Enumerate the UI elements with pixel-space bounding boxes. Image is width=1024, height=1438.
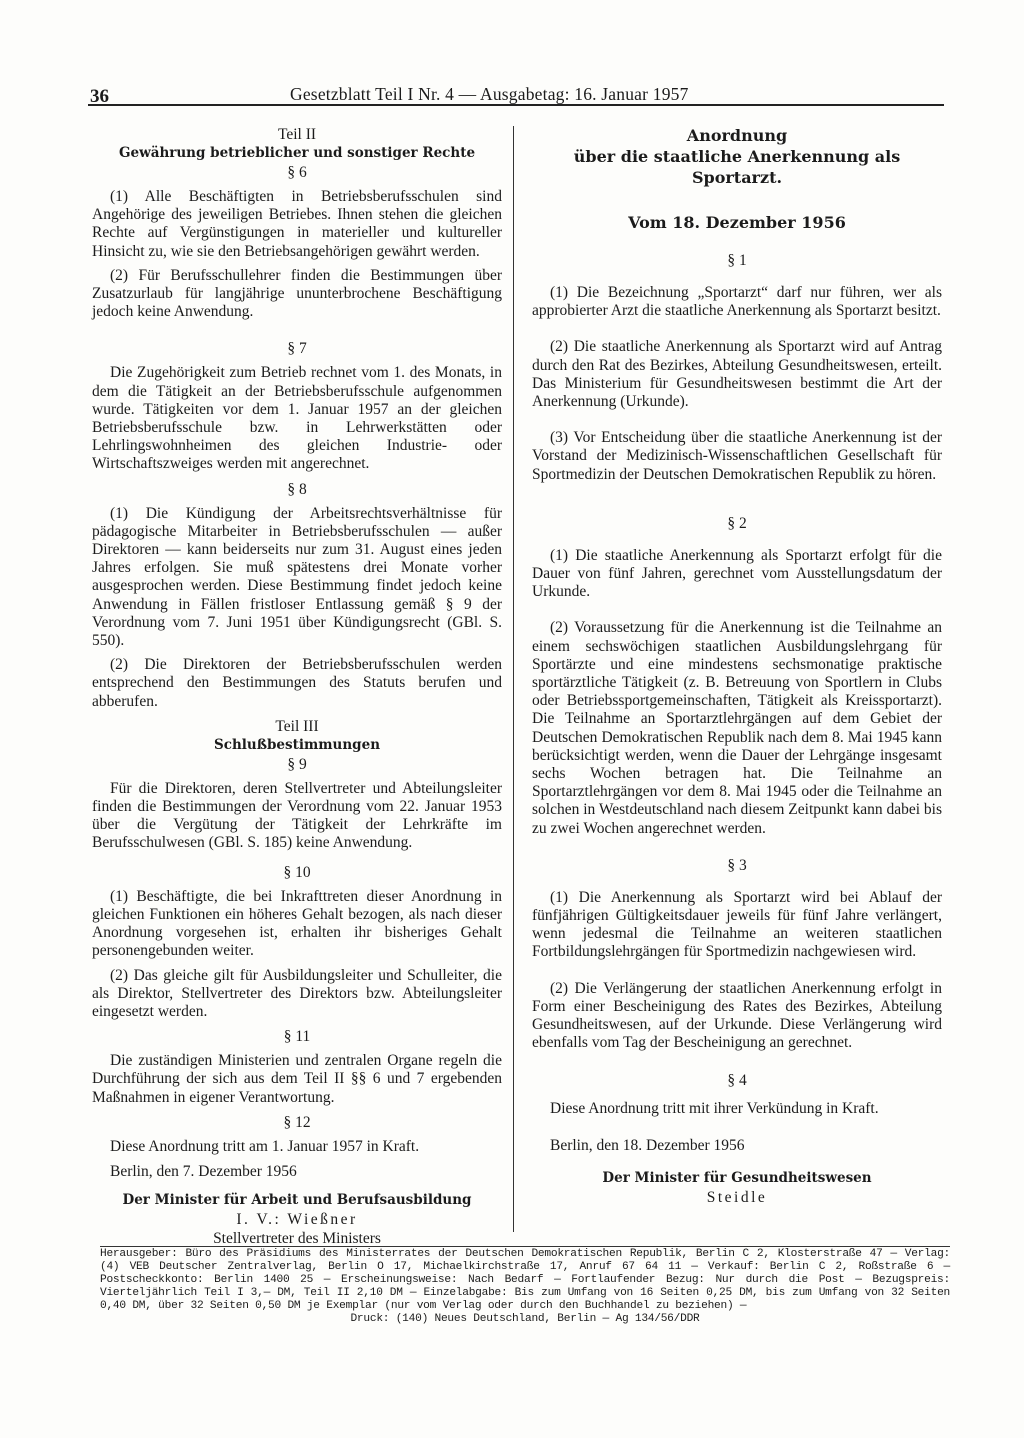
imprint-rule xyxy=(100,1246,950,1247)
column-divider xyxy=(513,126,514,1232)
paragraph: (2) Für Berufsschullehrer finden die Bestimmungen über Zusatzurlaub für langjährige ununterbrochene Beschäftigung jedoch keine Anwendung. xyxy=(92,266,502,321)
signer-organization: Der Minister für Arbeit und Berufsausbildung xyxy=(122,1191,472,1208)
part-title: Schlußbestimmungen xyxy=(213,736,381,753)
paragraph: (1) Alle Beschäftigten in Betriebsberufsschulen sind Angehörige des jeweiligen Betriebes. Ihnen stehen die gleichen Rechte auf Vergünstigungen in materieller und kultureller Hinsicht zu, wie sie den Betriebsangehörigen gewährt werden. xyxy=(92,188,502,260)
section-heading: § 2 xyxy=(727,514,747,532)
paragraph: Diese Anordnung tritt am 1. Januar 1957 in Kraft. xyxy=(110,1137,420,1155)
ordinance-date: Vom 18. Dezember 1956 xyxy=(628,213,846,232)
paragraph: (1) Die Bezeichnung „Sportarzt“ darf nur führen, wer als approbierter Arzt die staatliche Anerkennung als Sportarzt besitzt. xyxy=(532,284,942,320)
section-heading: § 7 xyxy=(287,340,307,358)
paragraph: (1) Beschäftigte, die bei Inkrafttreten dieser Anordnung in gleichen Funktionen ein höheres Gehalt bezogen, als nach dieser Anordnung vorgesehen ist, erhalten ihr bisheriges Gehalt personengebunden weiter. xyxy=(92,887,502,960)
paragraph: (1) Die Kündigung der Arbeitsrechtsverhältnisse für pädagogische Mitarbeiter in Betriebsberufsschulen — außer Direktoren — kann beiderseits nur zum 31. August eines jeden Jahres erfolgen. Sie muß spätestens drei Monate vorher ausgesprochen werden. Diese Bestimmung findet jedoch keine Anwendung in Fällen fristloser Entlassung gemäß § 9 der Verordnung vom 7. Juni 1951 über Kündigungsrecht (GBl. S. 550). xyxy=(92,504,502,650)
section-heading: § 4 xyxy=(727,1071,747,1089)
section-heading: § 8 xyxy=(287,480,307,498)
section-heading: § 10 xyxy=(283,863,311,881)
paragraph: (1) Die staatliche Anerkennung als Sportarzt erfolgt für die Dauer von fünf Jahren, gerechnet vom Ausstellungsdatum der Urkunde. xyxy=(532,546,942,601)
signer-name: Steidle xyxy=(706,1188,768,1206)
paragraph: (2) Voraussetzung für die Anerkennung ist die Teilnahme an einem sechswöchigen staatlichen Ausbildungslehrgang für Sportärzte und eine mindestens sechsmonatige praktische sportärztliche Tätigkeit (z. B. Betreuung von Sportlern in Clubs oder Betriebssportgemeinschaften, Tätigkeit als Kreissportarzt). Die Teilnahme an Sportarztlehrgängen auf dem Gebiet der Deutschen Demokratischen Republik nach dem 8. Mai 1945 kann berücksichtigt werden, wenn die Dauer der Lehrgänge insgesamt sechs Wochen betragen hat. Die Teilnahme an Sportarztlehrgängen vor dem 8. Mai 1945 oder die Teilnahme an solchen in Westdeutschland nach diesem Zeitpunkt kann dabei bis zu zwei Wochen angerechnet werden. xyxy=(532,619,942,837)
ordinance-subtitle: über die staatliche Anerkennung als Sportarzt. xyxy=(573,147,901,187)
paragraph: (2) Die Direktoren der Betriebsberufsschulen werden entsprechend den Bestimmungen des Statuts berufen und abberufen. xyxy=(92,656,502,710)
part-title: Gewährung betrieblicher und sonstiger Rechte xyxy=(118,145,476,161)
paragraph: (2) Die staatliche Anerkennung als Sportarzt wird auf Antrag durch den Rat des Bezirkes, Abteilung Gesundheitswesen, erteilt. Das Ministerium für Gesundheitswesen bestimmt die Art der Anerkennung (Urkunde). xyxy=(532,338,942,411)
imprint-text: Herausgeber: Büro des Präsidiums des Ministerrates der Deutschen Demokratischen Republik, Berlin C 2, Klosterstraße 47 — Verlag: (4) VEB Deutscher Zentralverlag, Berlin O 17, Michaelkirchstraße 17, Anruf 67 64 11 — Verkauf: Berlin C 2, Roßstraße 6 — Postscheckkonto: Berlin 1400 25 — Erscheinungsweise: Nach Bedarf — Fortlaufender Bezug: Nur durch die Post — Bezugspreis: Vierteljährlich Teil I 3,— DM, Teil II 2,10 DM — Einzelabgabe: Bis zum Umfang von 16 Seiten 0,25 DM, bis zum Umfang von 32 Seiten 0,40 DM, über 32 Seiten 0,50 DM je Exemplar (nur vom Verlag oder durch den Buchhandel zu beziehen) — xyxy=(100,1248,950,1312)
page-header-title: Gesetzblatt Teil I Nr. 4 — Ausgabetag: 16. Januar 1957 xyxy=(290,84,689,104)
place-date: Berlin, den 18. Dezember 1956 xyxy=(550,1136,745,1154)
section-heading: § 6 xyxy=(287,164,307,181)
section-heading: § 1 xyxy=(727,252,747,269)
paragraph: (2) Die Verlängerung der staatlichen Anerkennung erfolgt in Form einer Bescheinigung des Rates des Bezirkes, Abteilung Gesundheitswesen, auf der Urkunde. Diese Verlängerung wird ebenfalls vom Tag der Bescheinigung an gerechnet. xyxy=(532,979,942,1052)
paragraph: (3) Vor Entscheidung über die staatliche Anerkennung ist der Vorstand der Medizinisch-Wissenschaftlichen Gesellschaft für Sportmedizin der Deutschen Demokratischen Republik zu hören. xyxy=(532,429,942,483)
part-heading: Teil II xyxy=(277,126,317,143)
section-heading: § 11 xyxy=(283,1028,311,1046)
header-rule xyxy=(88,104,944,106)
left-column xyxy=(92,125,502,1248)
section-heading: § 12 xyxy=(283,1113,311,1131)
signer-name: I. V.: Wießner xyxy=(236,1210,358,1228)
place-date: Berlin, den 7. Dezember 1956 xyxy=(110,1162,297,1180)
signer-role: Stellvertreter des Ministers xyxy=(213,1229,381,1247)
ordinance-title: Anordnung xyxy=(686,126,788,145)
paragraph: (1) Die Anerkennung als Sportarzt wird bei Ablauf der fünfjährigen Gültigkeitsdauer jeweils für fünf Jahre verlängert, wenn jedesmal die Teilnahme an weiteren staatlichen Fortbildungslehrgängen für Sportmedizin nachgewiesen wird. xyxy=(532,888,942,961)
signer-organization: Der Minister für Gesundheitswesen xyxy=(602,1169,872,1186)
page-number: 36 xyxy=(90,86,109,107)
paragraph: Für die Direktoren, deren Stellvertreter und Abteilungsleiter finden die Bestimmungen der Verordnung vom 22. Januar 1953 über die Vergütung der Tätigkeit der Lehrkräfte im Berufsschulwesen (GBl. S. 185) keine Anwendung. xyxy=(92,779,502,852)
paragraph: Diese Anordnung tritt mit ihrer Verkündung in Kraft. xyxy=(550,1099,879,1117)
section-heading: § 9 xyxy=(287,755,307,773)
paragraph: (2) Das gleiche gilt für Ausbildungsleiter und Schulleiter, die als Direktor, Stellvertreter des Direktors bzw. Abteilungsleiter eingesetzt werden. xyxy=(92,966,502,1020)
imprint xyxy=(100,1248,950,1326)
section-heading: § 3 xyxy=(727,856,747,874)
part-heading: Teil III xyxy=(275,717,319,735)
paragraph: Die Zugehörigkeit zum Betrieb rechnet vom 1. des Monats, in dem die Tätigkeit an der Betriebsberufsschule aufgenommen wurde. Tätigkeiten vor dem 1. Januar 1957 an der gleichen Betriebsberufsschule bzw. in Lehrwerkstätten oder Lehrlingswohnheimen des gleichen Industrie- oder Wirtschaftszweiges werden mit angerechnet. xyxy=(92,364,502,473)
paragraph: Die zuständigen Ministerien und zentralen Organe regeln die Durchführung der sich aus dem Teil II §§ 6 und 7 ergebenden Maßnahmen in eigener Verantwortung. xyxy=(92,1052,502,1106)
imprint-printer: Druck: (140) Neues Deutschland, Berlin — Ag 134/56/DDR xyxy=(350,1313,700,1325)
right-column xyxy=(532,125,942,1207)
